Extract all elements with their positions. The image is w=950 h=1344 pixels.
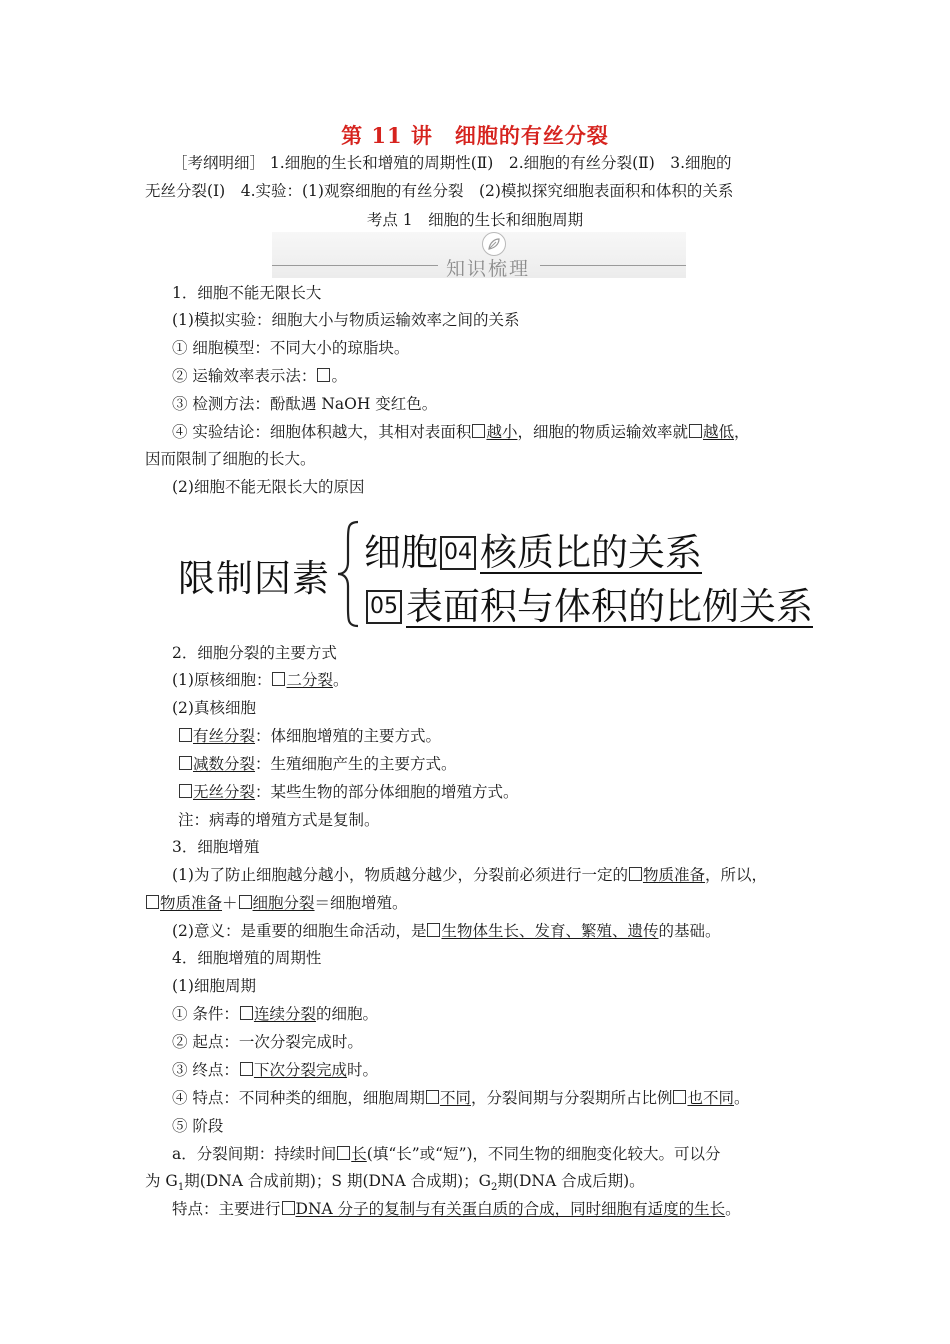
blank-box [673, 1090, 686, 1104]
s4-interphase-cont [145, 1171, 645, 1198]
outline-line-2: 无丝分裂(Ⅰ) 4.实验：(1)观察细胞的有丝分裂 (2)模拟探究细胞表面积和体积的关系 [145, 182, 734, 200]
blank-box [179, 728, 192, 742]
blank-box [427, 923, 440, 937]
curly-brace-icon [334, 518, 364, 630]
answer-binary-fission: 二分裂 [286, 671, 333, 689]
s4-interphase [172, 1144, 721, 1164]
s1-sub1: (1)模拟实验：细胞大小与物质运输效率之间的关系 [172, 311, 520, 329]
diagram-lhs: 限制因素 [178, 557, 330, 600]
s4-feature [172, 1088, 750, 1108]
blank-box [272, 672, 285, 686]
s1-item2-text: ② 运输效率表示法： [172, 367, 317, 385]
s2-meiosis-text: ：生殖细胞产生的主要方式。 [255, 755, 457, 773]
answer-long: 长 [351, 1145, 367, 1163]
s4-a2-text-c: 期(DNA 合成后期)。 [497, 1172, 645, 1190]
lecture-title: 第 11 讲 细胞的有丝分裂 [341, 123, 609, 148]
s1-sub2: (2)细胞不能无限长大的原因 [172, 478, 365, 496]
s1-heading: 1．细胞不能无限长大 [172, 284, 322, 302]
s3-p1-end: ＝细胞增殖。 [314, 894, 408, 912]
s1-item2 [172, 366, 347, 386]
answer-surface-volume-ratio: 表面积与体积的比例关系 [406, 585, 813, 628]
blank-box [146, 895, 159, 909]
answer-material-preparation-2: 物质准备 [160, 894, 223, 912]
blank-box [426, 1090, 439, 1104]
banner-rule-right [540, 265, 686, 266]
answer-nucleus-cytoplasm-ratio: 核质比的关系 [480, 531, 702, 574]
answer-smaller: 越小 [486, 423, 518, 441]
s1-item4-text-e: ， [733, 423, 750, 441]
s3-plus: ＋ [222, 894, 238, 912]
limit-factors-diagram [178, 518, 838, 630]
s4-stages: ⑤ 阶段 [172, 1117, 224, 1135]
s3-heading: 3．细胞增殖 [172, 838, 260, 856]
blank-box [629, 867, 642, 881]
s1-item4-text-a: ④ 实验结论：细胞体积越大，其相对表面积 [172, 423, 472, 441]
blank-number-05: 05 [366, 590, 402, 624]
blank-box [689, 424, 702, 438]
answer-mitosis: 有丝分裂 [193, 727, 256, 745]
leaf-icon [482, 232, 506, 256]
s2-note: 注：病毒的增殖方式是复制。 [178, 811, 380, 829]
s4-f1-text: 特点：主要进行 [172, 1200, 281, 1218]
blank-number-04: 04 [440, 536, 476, 570]
blank-box [472, 424, 485, 438]
s3-p1-cont [145, 893, 408, 913]
s2-prokaryote [172, 670, 349, 690]
blank-box [179, 756, 192, 770]
s4-heading: 4．细胞增殖的周期性 [172, 949, 322, 967]
answer-growth-development: 生物体生长、发育、繁殖、遗传 [441, 922, 659, 940]
s1-item2-end: 。 [331, 367, 347, 385]
blank-box [282, 1201, 295, 1215]
s2-heading: 2．细胞分裂的主要方式 [172, 644, 337, 662]
s4-c4-text-c: ，分裂间期与分裂期所占比例 [470, 1089, 673, 1107]
answer-dna-replication: DNA 分子的复制与有关蛋白质的合成，同时细胞有适度的生长 [295, 1200, 726, 1218]
s3-p2-text: (2)意义：是重要的细胞生命活动，是 [172, 922, 427, 940]
s4-c1-text: ① 条件： [172, 1005, 239, 1023]
s4-sub1: (1)细胞周期 [172, 977, 256, 995]
diagram-row-2 [364, 576, 813, 630]
blank-box [317, 368, 330, 382]
s3-p1 [172, 865, 767, 885]
blank-box [240, 1006, 253, 1020]
s2-mitosis [178, 726, 441, 746]
s4-c3-end: 时。 [346, 1061, 378, 1079]
banner-rule-left [272, 265, 438, 266]
s2-mitosis-text: ：体细胞增殖的主要方式。 [255, 727, 442, 745]
blank-box [240, 1062, 253, 1076]
s4-a1-text-c: (填“长”或“短”)，不同生物的细胞变化较大。可以分 [366, 1145, 721, 1163]
s1-item3: ③ 检测方法：酚酞遇 NaOH 变红色。 [172, 395, 438, 413]
s1-item1: ① 细胞模型：不同大小的琼脂块。 [172, 339, 410, 357]
blank-box [239, 895, 252, 909]
s4-a2-text-b: 期(DNA 合成前期)；S 期(DNA 合成期)；G [184, 1172, 492, 1190]
s3-p1-text: (1)为了防止细胞越分越小，物质越分越少，分裂前必须进行一定的 [172, 866, 628, 884]
diagram-row-1 [364, 522, 702, 576]
s2-amitosis [178, 782, 519, 802]
s4-end [172, 1060, 378, 1080]
answer-cell-division: 细胞分裂 [252, 894, 315, 912]
s4-start: ② 起点：一次分裂完成时。 [172, 1033, 363, 1051]
answer-continuous-division: 连续分裂 [253, 1005, 316, 1023]
section-title: 考点 1 细胞的生长和细胞周期 [366, 211, 584, 229]
s3-p2 [172, 921, 721, 941]
s1-item4-text-c: ，细胞的物质运输效率就 [517, 423, 688, 441]
s4-c1-end: 的细胞。 [315, 1005, 378, 1023]
s2-amitosis-text: ：某些生物的部分体细胞的增殖方式。 [255, 783, 519, 801]
outline-line-1: ［考纲明细］ 1.细胞的生长和增殖的周期性(Ⅱ) 2.细胞的有丝分裂(Ⅱ) 3.细胞的 [172, 154, 732, 172]
answer-next-division: 下次分裂完成 [253, 1061, 347, 1079]
blank-box [179, 784, 192, 798]
s4-interphase-feature [172, 1199, 741, 1219]
s4-a2-text-a: 为 G [145, 1172, 178, 1190]
s4-a1-text: a．分裂间期：持续时间 [172, 1145, 337, 1163]
diagram-row1-prefix: 细胞 [364, 531, 438, 574]
s4-c3-text: ③ 终点： [172, 1061, 239, 1079]
s4-f1-end: 。 [725, 1200, 741, 1218]
s1-item4-cont: 因而限制了细胞的长大。 [145, 450, 316, 468]
blank-box [337, 1146, 350, 1160]
answer-lower: 越低 [702, 423, 734, 441]
answer-meiosis: 减数分裂 [193, 755, 256, 773]
s3-p1-text-c: ，所以， [704, 866, 767, 884]
answer-also-different: 也不同 [687, 1089, 734, 1107]
s2-p1-end: 。 [332, 671, 349, 689]
s2-meiosis [178, 754, 457, 774]
subscript-1: 1 [177, 1182, 185, 1194]
answer-amitosis: 无丝分裂 [193, 783, 256, 801]
s3-p2-end: 的基础。 [658, 922, 721, 940]
knowledge-banner [272, 232, 686, 278]
s2-p1-text: (1)原核细胞： [172, 671, 272, 689]
s4-c4-text: ④ 特点：不同种类的细胞，细胞周期 [172, 1089, 425, 1107]
subscript-2: 2 [491, 1182, 498, 1194]
answer-material-preparation: 物质准备 [642, 866, 705, 884]
s4-condition [172, 1004, 378, 1024]
answer-different: 不同 [439, 1089, 471, 1107]
banner-label: 知识梳理 [446, 258, 531, 280]
s2-eukaryote: (2)真核细胞 [172, 699, 256, 717]
s4-c4-end: 。 [733, 1089, 750, 1107]
s1-item4 [172, 422, 750, 442]
